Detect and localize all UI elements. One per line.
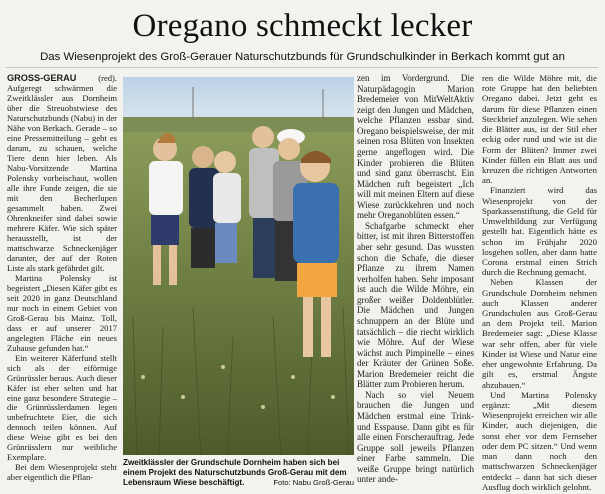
paragraph: Ein weiterer Käferfund stellt sich als der eiförmige Grünrüssler heraus. Auch dieser Käfer ist eher selten und hat eine ganz besondere Strategie – die Grünrüsslerdamen legen unbefruchtete Eier, die sich dennoch teilen können. Auf diese Weise gibt es bei den Grünrüsslern nur weibliche Exemplare. [7,352,117,463]
paragraph: Neben Klassen der Grundschule Dornheim nehmen auch Klassen anderer Grundschulen aus Groß-Gerau an dem Projekt teil. Marion Bredemeier sagt: „Diese Klasse war sehr offen, aber für viele Kinder ist Wiese und Natur eine eher ungewohnte Erfahrung. Da gilt es, erstmal Ängste abzubauen.“ [482,277,597,390]
paragraph: Bei dem Wiesenprojekt steht aber eigentlich die Pflan- [7,462,117,483]
article-column-1 [7,73,117,482]
article-column-2 [357,73,474,485]
paragraph: ren die Wilde Möhre mit, die rote Gruppe hat den beliebten Oregano dabei. Jetzt geht es darum für diese Pflanzen einen Steckbrief anzulegen. Wie sehen die Blätter aus, ist der Stil eher eckig oder rund und wie ist die Form der Blüten? Immer zwei Kinder füllen ein Blatt aus und kreuzen die richtigen Antworten an. [482,73,597,186]
paragraph-text: (red). Aufgeregt schwärmen die Zweitklässler aus Dornheim über die Streuobstwiese des Naturschutzbunds (Nabu) in der Nähe von Berkach. Gerade – so eine Pressemitteilung – geht es darum, zu schauen, welche Tiere denn hier leben. Als Nabu-Vorsitzende Martina Polensky vorbeischaut, wollen alle ihre Funde zeigen, die sie mit den Becherlupen gesammelt haben. Zwei Ohrenkneifer sind dabei sowie mehrere Käfer. Wie sich später herausstellt, ist der mattschwarze Schneckenjäger darunter, der auf der Roten Liste als stark gefährdet gilt. [7,73,117,273]
article-column-3 [482,73,597,492]
photo-caption [123,458,354,488]
paragraph: Finanziert wird das Wiesenprojekt von der Sparkassenstiftung, die Geld für Umweltbildung zur Verfügung gestellt hat. Eigentlich hätte es schon im Frühjahr 2020 losgehen sollen, aber dann hatte Corona erstmal einen Strich durch die Rechnung gemacht. [482,185,597,278]
article-subline: Das Wiesenprojekt des Groß-Gerauer Naturschutzbunds für Grundschulkinder in Berkach kommt gut an [40,51,565,63]
paragraph: Schafgarbe schmeckt eher bitter, ist mit ihren Bitterstoffen aber sehr gesund. Das wussten schon die Schafe, die dieser Pflanze zu ihrem Namen verholfen haben. Sehr imposant ist auch die Wilde Möhre, ein großer weißer Doldenblütler. Die Mädchen und Jungen schnuppern an der Blüte und tatsächlich – die riecht wirklich wie Möhre. Auf der Wiese wächst auch Pimpinelle – eines der Kräuter der Grünen Soße. Marion Bredemeier reicht die Blätter zum Probieren herum. [357,220,474,390]
children-on-meadow-photo [123,77,354,455]
paragraph: Martina Polensky ist begeistert „Diesen Käfer gibt es seit 2020 in ganz Deutschland nur noch in einem Gebiet von Groß-Gerau bis Mainz. Toll, dass er auf unserer 2017 angelegten Fläche ein neues Zuhause gefunden hat.“ [7,272,117,353]
article-photo [123,77,354,455]
article-headline: Oregano schmeckt lecker [132,8,473,44]
header-divider [6,67,598,68]
photo-credit: Foto: Nabu Groß-Gerau [273,478,354,487]
caption-text: Zweitklässler der Grundschule Dornheim haben sich bei einem Projekt des Naturschutzbunds Groß-Gerau mit dem Lebensraum Wiese beschäftigt. [123,458,347,487]
paragraph: zen im Vordergrund. Die Naturpädagogin Marion Bredemeier von MitWeltAktiv zeigt den Jungen und Mädchen, welche Pflanzen essbar sind. Oregano beispielsweise, der mit seinen rosa Blüten von Insekten gerne angeflogen wird. Die Kinder probieren die Blüten und sind ganz überrascht. Ein Mädchen ruft begeistert „Ich will mit meinen Eltern auf diese Wiese zurückkehren und noch mehr Oreganoblüten essen.“ [357,73,474,221]
dateline: GROSS-GERAU [7,73,77,83]
paragraph: Und Martina Polensky ergänzt: „Mit diesem Wiesenprojekt erreichen wir alle Kinder, auch diejenigen, die sonst eher vor dem Fernseher oder dem PC sitzen.“ Und wenn man dann noch den mattschwarzen Schneckenjäger entdeckt – dann hat sich dieser Ausflug doch wirklich gelohnt. [482,389,597,492]
paragraph [7,73,117,273]
paragraph: Nach so viel Neuem brauchen die Jungen und Mädchen erstmal eine Trink- und Esspause. Dann gibt es für alle einen Forscherauftrag. Jede Gruppe soll jeweils Pflanzen einer Farbe sammeln. Die weiße Gruppe bringt natürlich unter ande- [357,389,474,485]
